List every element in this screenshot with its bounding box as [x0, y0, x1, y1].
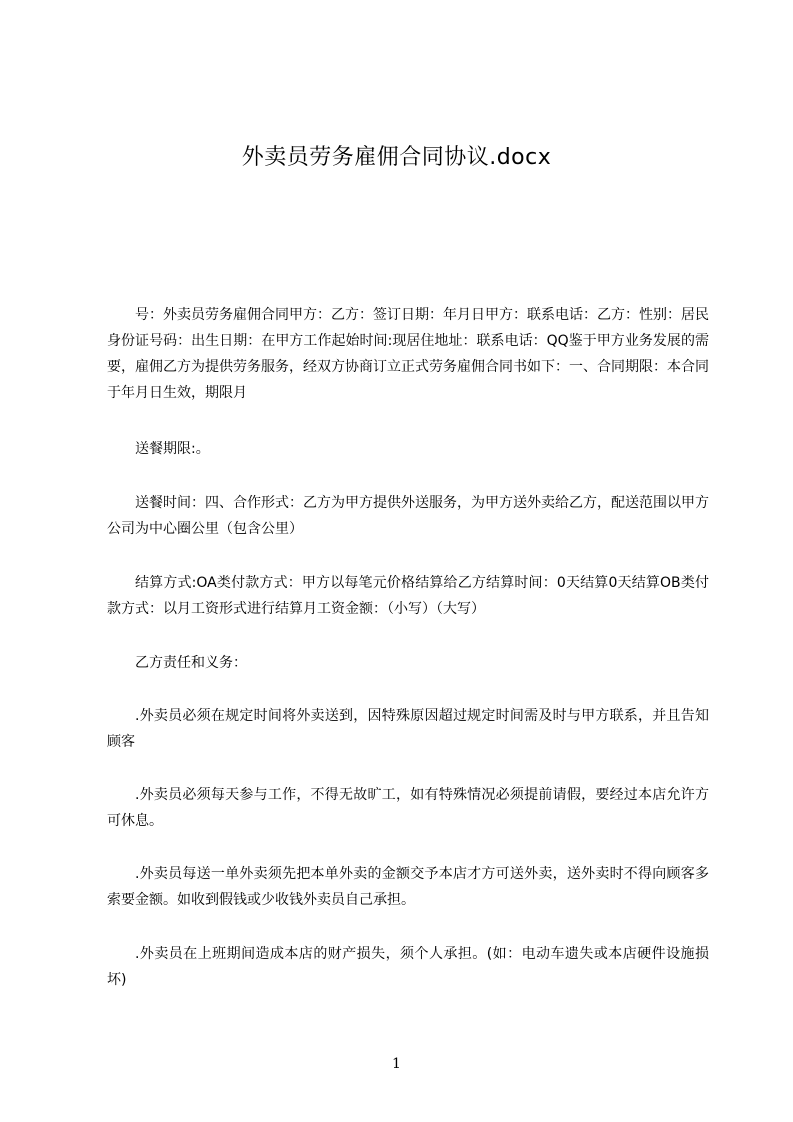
page-number: 1: [392, 1056, 401, 1072]
paragraph-delivery-period: 送餐期限:。: [135, 441, 210, 457]
paragraph-duty-1: .外卖员必须在规定时间将外卖送到，因特殊原因超过规定时间需及时与甲方联系，并且告知顾客: [107, 708, 709, 750]
paragraph-settlement: 结算方式:OA类付款方式：甲方以每笔元价格结算给乙方结算时间：0天结算0天结算OB类付款方式：以月工资形式进行结算月工资金额：（小写）（大写）: [107, 575, 709, 617]
paragraph-duty-3: .外卖员每送一单外卖须先把本单外卖的金额交予本店才方可送外卖，送外卖时不得向顾客多索要金额。如收到假钱或少收钱外卖员自己承担。: [107, 866, 709, 908]
paragraph-delivery-time: 送餐时间：四、合作形式：乙方为甲方提供外送服务，为甲方送外卖给乙方，配送范围以甲方公司为中心圈公里（包含公里）: [107, 495, 709, 537]
document-title: 外卖员劳务雇佣合同协议.docx: [241, 145, 552, 170]
paragraph-duties-heading: 乙方责任和义务：: [135, 655, 247, 671]
paragraph-contract-header: 号：外卖员劳务雇佣合同甲方：乙方：签订日期：年月日甲方：联系电话：乙方：性别：居民身份证号码：出生日期：在甲方工作起始时间:现居住地址：联系电话：QQ鉴于甲方业务发展的需要，雇佣乙方为提供劳务服务，经双方协商订立正式劳务雇佣合同书如下：一、合同期限：本合同于年月日生效，期限月: [107, 307, 709, 401]
paragraph-duty-2: .外卖员必须每天参与工作，不得无故旷工，如有特殊情况必须提前请假，要经过本店允许方可休息。: [107, 787, 709, 829]
paragraph-duty-4: .外卖员在上班期间造成本店的财产损失，须个人承担。(如：电动车遗失或本店硬件设施损坏): [107, 946, 709, 988]
